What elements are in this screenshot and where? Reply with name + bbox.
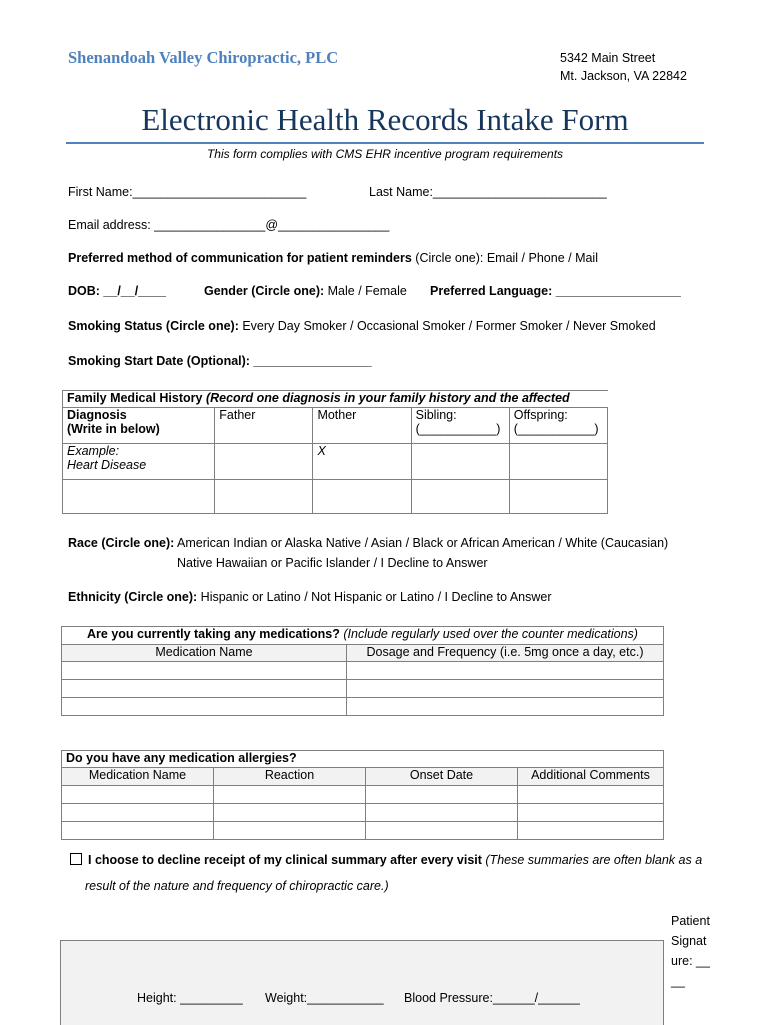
col-sibling: Sibling: (___________) bbox=[411, 408, 509, 444]
language-label: Preferred Language: __________________ bbox=[430, 284, 681, 298]
blood-pressure-field[interactable]: Blood Pressure:______/______ bbox=[404, 991, 580, 1005]
gender-field[interactable] bbox=[204, 284, 407, 298]
decline-checkbox[interactable] bbox=[70, 853, 82, 865]
gender-label: Gender (Circle one): bbox=[204, 284, 325, 298]
allergy-cell[interactable] bbox=[366, 804, 518, 822]
allergy-cell[interactable] bbox=[214, 804, 366, 822]
allergy-cell[interactable] bbox=[62, 786, 214, 804]
allergy-cell[interactable] bbox=[518, 822, 664, 840]
ethnicity-options: Hispanic or Latino / Not Hispanic or Latino / I Decline to Answer bbox=[197, 590, 552, 604]
cell-offspring[interactable] bbox=[509, 480, 607, 514]
col-allergy-medication: Medication Name bbox=[62, 768, 214, 786]
cell-sibling[interactable] bbox=[411, 480, 509, 514]
language-field[interactable] bbox=[430, 284, 681, 298]
race-label: Race (Circle one): bbox=[68, 536, 175, 550]
smoking-label: Smoking Status (Circle one): bbox=[68, 319, 239, 333]
smoking-status[interactable] bbox=[68, 319, 656, 333]
form-subtitle: This form complies with CMS EHR incentive program requirements bbox=[206, 147, 564, 161]
family-history-title: Family Medical History (Record one diagnosis in your family history and the affected bbox=[63, 391, 608, 408]
col-additional-comments: Additional Comments bbox=[518, 768, 664, 786]
patient-signature-field[interactable]: Patient Signature: ____ bbox=[671, 914, 710, 988]
decline-note-1: (These summaries are often blank as a bbox=[485, 853, 703, 867]
cell-sibling[interactable] bbox=[411, 444, 509, 480]
allergy-cell[interactable] bbox=[62, 804, 214, 822]
medication-name-cell[interactable] bbox=[62, 698, 347, 716]
email-field[interactable]: Email address: ________________@________________ bbox=[68, 218, 390, 232]
col-offspring: Offspring: (___________) bbox=[509, 408, 607, 444]
ethnicity-field[interactable] bbox=[68, 590, 552, 604]
cell-father[interactable] bbox=[215, 480, 313, 514]
col-onset-date: Onset Date bbox=[366, 768, 518, 786]
dosage-cell[interactable] bbox=[347, 698, 664, 716]
cell-offspring[interactable] bbox=[509, 444, 607, 480]
communication-options: (Circle one): Email / Phone / Mail bbox=[411, 251, 598, 265]
practice-name: Shenandoah Valley Chiropractic, PLC bbox=[68, 48, 339, 67]
address-line-2: Mt. Jackson, VA 22842 bbox=[560, 69, 687, 83]
first-name-field[interactable]: First Name:_________________________ bbox=[68, 185, 307, 199]
col-mother: Mother bbox=[313, 408, 411, 444]
example-diagnosis: Example: Heart Disease bbox=[63, 444, 215, 480]
col-medication-name: Medication Name bbox=[62, 645, 347, 662]
cell-mother[interactable] bbox=[313, 480, 411, 514]
medications-question: Are you currently taking any medications? (Include regularly used over the counter medications) bbox=[62, 627, 664, 645]
ethnicity-label: Ethnicity (Circle one): bbox=[68, 590, 198, 604]
medication-name-cell[interactable] bbox=[62, 662, 347, 680]
dosage-cell[interactable] bbox=[347, 662, 664, 680]
allergy-cell[interactable] bbox=[214, 822, 366, 840]
gender-options: Male / Female bbox=[324, 284, 407, 298]
allergies-table bbox=[61, 750, 664, 840]
col-reaction: Reaction bbox=[214, 768, 366, 786]
last-name-field[interactable]: Last Name:_________________________ bbox=[369, 185, 607, 199]
cell-father[interactable] bbox=[215, 444, 313, 480]
race-options-line-1[interactable]: American Indian or Alaska Native / Asian / Black or African American / White (Caucasian) bbox=[177, 536, 669, 550]
communication-label: Preferred method of communication for patient reminders bbox=[68, 251, 412, 265]
allergy-cell[interactable] bbox=[62, 822, 214, 840]
allergies-question: Do you have any medication allergies? bbox=[62, 751, 664, 768]
form-title: Electronic Health Records Intake Form bbox=[141, 102, 629, 137]
communication-preference[interactable] bbox=[68, 251, 598, 265]
dob-label: DOB: __/__/____ bbox=[68, 284, 166, 298]
allergy-cell[interactable] bbox=[518, 786, 664, 804]
weight-field[interactable]: Weight:___________ bbox=[265, 991, 384, 1005]
race-options-line-2[interactable]: Native Hawaiian or Pacific Islander / I Decline to Answer bbox=[177, 556, 488, 570]
decline-summary-option[interactable] bbox=[70, 853, 702, 867]
cell-mother[interactable]: X bbox=[313, 444, 411, 480]
decline-label: I choose to decline receipt of my clinical summary after every visit bbox=[88, 853, 486, 867]
allergy-cell[interactable] bbox=[366, 786, 518, 804]
vitals-box bbox=[60, 940, 664, 1025]
cell-diagnosis[interactable] bbox=[63, 480, 215, 514]
allergy-cell[interactable] bbox=[518, 804, 664, 822]
height-field[interactable]: Height: _________ bbox=[137, 991, 243, 1005]
medications-table bbox=[61, 626, 664, 716]
address-line-1: 5342 Main Street bbox=[560, 51, 656, 65]
allergy-cell[interactable] bbox=[214, 786, 366, 804]
family-history-table bbox=[62, 390, 608, 514]
dob-field[interactable] bbox=[68, 284, 166, 298]
smoking-start-label: Smoking Start Date (Optional): _________________ bbox=[68, 354, 372, 368]
col-father: Father bbox=[215, 408, 313, 444]
smoking-start-date[interactable] bbox=[68, 354, 372, 368]
smoking-options: Every Day Smoker / Occasional Smoker / Former Smoker / Never Smoked bbox=[238, 319, 656, 333]
medication-name-cell[interactable] bbox=[62, 680, 347, 698]
col-diagnosis: Diagnosis (Write in below) bbox=[63, 408, 215, 444]
title-divider bbox=[66, 142, 704, 144]
decline-note-2: result of the nature and frequency of chiropractic care.) bbox=[85, 879, 389, 893]
col-dosage: Dosage and Frequency (i.e. 5mg once a day, etc.) bbox=[347, 645, 664, 662]
dosage-cell[interactable] bbox=[347, 680, 664, 698]
allergy-cell[interactable] bbox=[366, 822, 518, 840]
